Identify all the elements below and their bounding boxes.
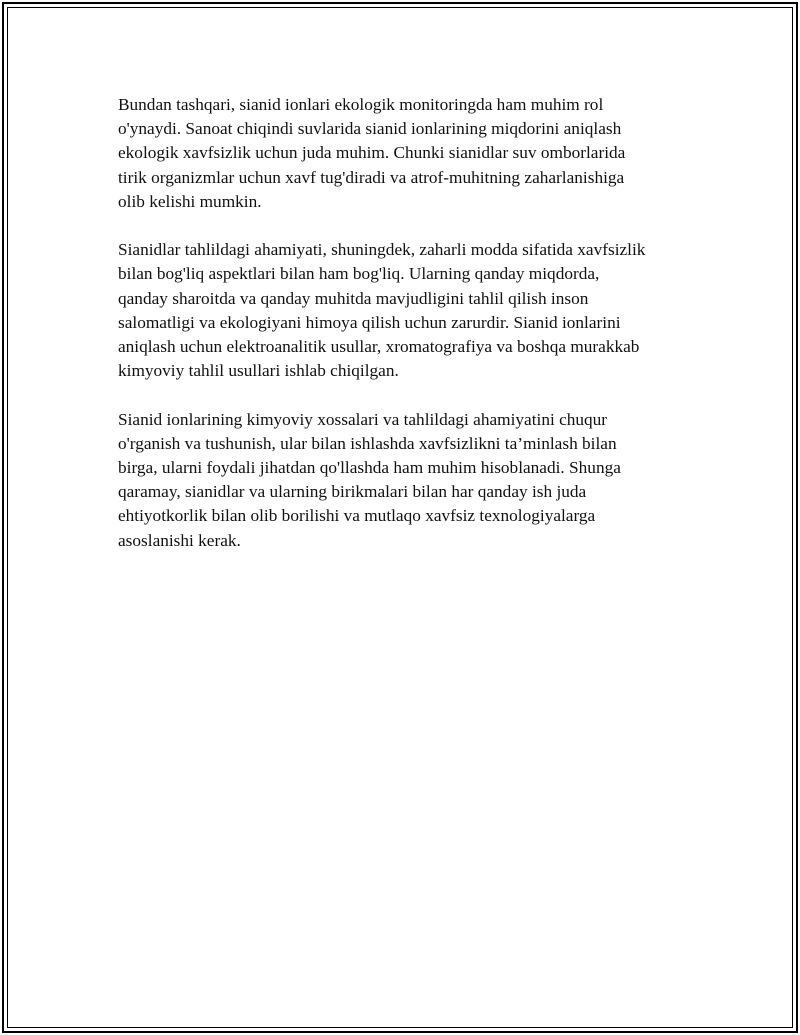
text-line: o'ynaydi. Sanoat chiqindi suvlarida sianid ionlarining miqdorini aniqlash	[118, 119, 622, 139]
text-line: bilan bog'liq aspektlari bilan ham bog'liq. Ularning qanday miqdorda,	[118, 264, 600, 284]
text-line: asoslanishi kerak.	[118, 530, 241, 550]
text-line: ehtiyotkorlik bilan olib borilishi va mutlaqo xavfsiz texnologiyalarga	[118, 506, 596, 526]
text-line: Bundan tashqari, sianid ionlari ekologik monitoringda ham muhim rol	[118, 95, 604, 114]
text-line: Sianid ionlarining kimyoviy xossalari va tahlildagi ahamiyatini chuqur	[118, 409, 608, 429]
text-line: aniqlash uchun elektroanalitik usullar, xromatografiya va boshqa murakkab	[118, 337, 640, 357]
text-line: ekologik xavfsizlik uchun juda muhim. Chunki sianidlar suv omborlarida	[118, 143, 626, 163]
text-line: birga, ularni foydali jihatdan qo'llashda ham muhim hisoblanadi. Shunga	[118, 458, 621, 478]
document-body	[118, 93, 698, 577]
text-line: salomatligi va ekologiyani himoya qilish uchun zarurdir. Sianid ionlarini	[118, 312, 621, 332]
text-line: tirik organizmlar uchun xavf tug'diradi va atrof-muhitning zaharlanishiga	[118, 167, 625, 187]
text-line: qanday sharoitda va qanday muhitda mavjudligini tahlil qilish inson	[118, 288, 589, 308]
paragraph	[118, 93, 698, 214]
text-line: qaramay, sianidlar va ularning birikmalari bilan har qanday ish juda	[118, 482, 587, 502]
paragraph	[118, 408, 698, 553]
text-line: Sianidlar tahlildagi ahamiyati, shuningdek, zaharli modda sifatida xavfsizlik	[118, 240, 646, 260]
paragraph	[118, 238, 698, 383]
text-line: olib kelishi mumkin.	[118, 191, 262, 211]
text-line: o'rganish va tushunish, ular bilan ishlashda xavfsizlikni ta’minlash bilan	[118, 433, 617, 453]
text-line: kimyoviy tahlil usullari ishlab chiqilgan.	[118, 361, 399, 381]
